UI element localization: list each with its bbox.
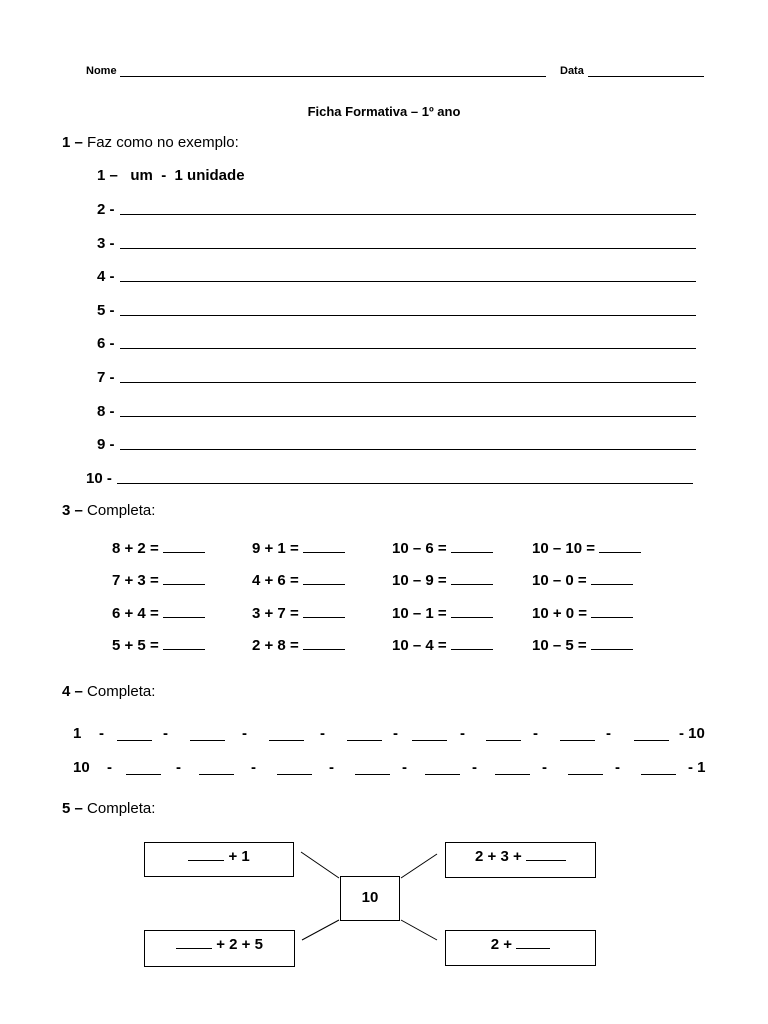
connector-bottom-right: [401, 920, 437, 940]
q3-equation-text: 10 – 5 =: [532, 637, 587, 654]
q3-equation-text: 10 – 6 =: [392, 540, 447, 557]
q3-equation-text: 10 – 1 =: [392, 605, 447, 622]
dash: -: [163, 725, 168, 742]
q4-instruction: Completa:: [87, 683, 156, 700]
dash: -: [606, 725, 611, 742]
q3-equation-text: 5 + 5 =: [112, 637, 159, 654]
q5-box-top-left[interactable]: [144, 842, 294, 877]
q1-row-label: 5 -: [97, 301, 115, 319]
dash: -: [460, 725, 465, 742]
connector-bottom-left: [302, 920, 339, 940]
q5-center-box: [340, 876, 400, 921]
date-label: Data: [560, 65, 584, 77]
dash: -: [402, 759, 407, 776]
dash: -: [615, 759, 620, 776]
connector-top-right: [401, 854, 437, 878]
dash: -: [176, 759, 181, 776]
q3-equation-text: 10 – 10 =: [532, 540, 595, 557]
q4-seq-ascending-end: - 10: [679, 725, 705, 742]
q4-seq-ascending-start: 1: [73, 725, 82, 742]
q5-bottom-right-text: 2 +: [446, 936, 595, 953]
q1-row-label: 6 -: [97, 335, 115, 353]
dash: -: [393, 725, 398, 742]
q3-equation-text: 6 + 4 =: [112, 605, 159, 622]
q5-box-bottom-right[interactable]: [445, 930, 596, 966]
q1-row-label: 4 -: [97, 268, 115, 286]
q1-example: 1 – um - 1 unidade: [97, 167, 245, 184]
dash: -: [542, 759, 547, 776]
q3-equation-text: 7 + 3 =: [112, 572, 159, 589]
dash: -: [472, 759, 477, 776]
q3-equation-text: 10 + 0 =: [532, 605, 588, 622]
q3-equation-text: 10 – 9 =: [392, 572, 447, 589]
q1-row-label: 3 -: [97, 234, 115, 252]
dash: -: [533, 725, 538, 742]
q3-equation-text: 4 + 6 =: [252, 572, 299, 589]
q4-number: 4 –: [62, 683, 83, 700]
q3-equation-text: 10 – 0 =: [532, 572, 587, 589]
q3-instruction: Completa:: [87, 502, 156, 519]
worksheet-title: Ficha Formativa – 1º ano: [307, 104, 461, 119]
q5-top-right-text: 2 + 3 +: [446, 848, 595, 865]
dash: -: [329, 759, 334, 776]
q5-box-bottom-left[interactable]: [144, 930, 295, 967]
q5-number: 5 –: [62, 800, 83, 817]
q3-equation-text: 2 + 8 =: [252, 637, 299, 654]
q1-instruction: Faz como no exemplo:: [87, 134, 239, 151]
connector-top-left: [301, 852, 339, 878]
dash: -: [107, 759, 112, 776]
blank[interactable]: [176, 936, 212, 949]
dash: -: [320, 725, 325, 742]
q1-row-label: 2 -: [97, 201, 115, 218]
q5-box-top-right[interactable]: [445, 842, 596, 878]
dash: -: [242, 725, 247, 742]
q3-equation-text: 8 + 2 =: [112, 540, 159, 557]
q5-top-left-text: + 1: [145, 848, 293, 865]
q1-row-label: 8 -: [97, 402, 115, 420]
q1-row-label: 10 -: [86, 469, 112, 487]
q3-equation-text: 10 – 4 =: [392, 637, 447, 654]
q4-seq-descending-end: - 1: [688, 759, 706, 776]
name-label: Nome: [86, 65, 117, 77]
q3-equation-text: 3 + 7 =: [252, 605, 299, 622]
dash: -: [251, 759, 256, 776]
q3-number: 3 –: [62, 502, 83, 519]
blank[interactable]: [526, 848, 566, 861]
q1-number: 1 –: [62, 134, 83, 151]
q3-equation-text: 9 + 1 =: [252, 540, 299, 557]
q1-row-label: 9 -: [97, 436, 115, 454]
q4-seq-descending-start: 10: [73, 759, 90, 776]
q1-row-label: 7 -: [97, 369, 115, 386]
q5-center-value: 10: [361, 889, 379, 906]
q5-bottom-left-text: + 2 + 5: [145, 936, 294, 953]
blank[interactable]: [188, 848, 224, 861]
blank[interactable]: [516, 936, 550, 949]
dash: -: [99, 725, 104, 742]
q5-instruction: Completa:: [87, 800, 156, 817]
